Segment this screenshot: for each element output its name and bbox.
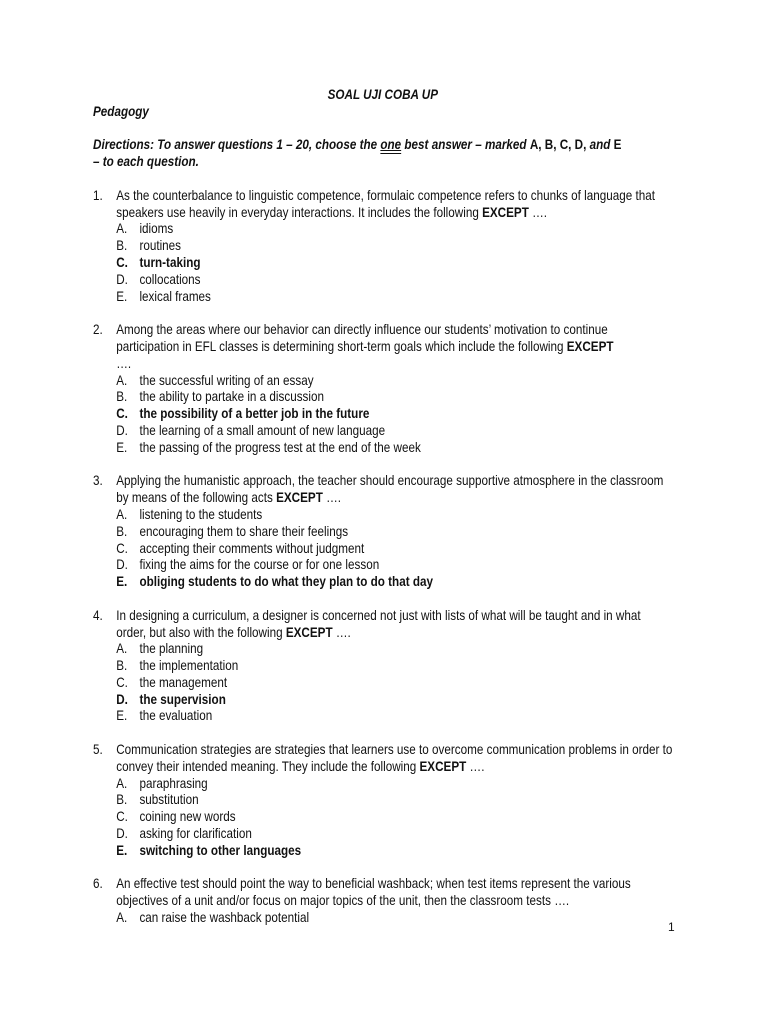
option-text: idioms (139, 221, 174, 237)
option-letter: C. (116, 254, 128, 270)
answer-option (116, 406, 369, 423)
option-text: asking for clarification (139, 826, 252, 842)
answer-option (116, 641, 203, 658)
question-body: Applying the humanistic approach, the teacher should encourage supportive atmosphere in the classroom by means of the following acts (116, 473, 664, 506)
option-text: paraphrasing (139, 775, 208, 791)
option-letter: E. (116, 574, 128, 590)
option-letter: C. (116, 674, 128, 690)
answer-option (116, 255, 200, 272)
question-number: 1. (93, 187, 103, 203)
question-tail: …. (116, 355, 132, 371)
question-stem (93, 876, 673, 910)
directions-letters: A, B, C, D, (529, 137, 587, 153)
question-text (116, 473, 672, 507)
answer-option (116, 910, 309, 927)
question-text (116, 608, 672, 642)
option-letter: B. (116, 792, 128, 808)
option-text: the planning (139, 641, 204, 657)
answer-option (116, 826, 252, 843)
option-letter: A. (116, 372, 128, 388)
question-body: Communication strategies are strategies that learners use to overcome communication problems in order to convey their intended meaning. They include the following (116, 742, 673, 774)
answer-option (116, 792, 198, 809)
option-letter: E. (116, 708, 128, 724)
question-stem (93, 473, 673, 507)
option-text: obliging students to do what they plan to do that day (139, 574, 433, 590)
question-tail: …. (332, 624, 351, 640)
option-letter: D. (116, 826, 128, 842)
directions-text: Directions: To answer questions 1 – 20, choose the (93, 137, 381, 153)
option-text: accepting their comments without judgment (139, 540, 365, 556)
question-keyword: EXCEPT (419, 758, 467, 774)
option-letter: A. (116, 506, 128, 522)
option-text: encouraging them to share their feelings (139, 523, 349, 539)
section-heading: Pedagogy (93, 103, 149, 119)
answer-option (116, 221, 173, 238)
answer-option (116, 289, 211, 306)
document-title: SOAL UJI COBA UP (327, 87, 439, 102)
question-item (93, 876, 673, 926)
question-item (93, 473, 673, 607)
option-letter: C. (116, 809, 128, 825)
option-text: fixing the aims for the course or for one lesson (139, 557, 380, 573)
option-letter: C. (116, 406, 128, 422)
question-text (116, 742, 672, 776)
question-text (116, 876, 672, 910)
option-text: turn-taking (139, 254, 201, 270)
answer-option (116, 557, 379, 574)
question-tail: …. (322, 490, 342, 506)
answer-option (116, 524, 348, 541)
option-text: the ability to partake in a discussion (139, 389, 325, 405)
question-stem (93, 742, 673, 776)
option-text: lexical frames (139, 288, 211, 304)
question-keyword: EXCEPT (276, 490, 323, 506)
question-stem (93, 322, 673, 372)
option-letter: A. (116, 221, 128, 237)
option-letter: C. (116, 540, 128, 556)
answer-option (116, 541, 364, 558)
question-body: An effective test should point the way to beneficial washback; when test items represent the various objectives of a unit and/or focus on major topics of the unit, then the classroom tests …. (116, 876, 631, 909)
option-letter: A. (116, 775, 128, 791)
option-text: substitution (139, 792, 199, 808)
option-letter: D. (116, 691, 128, 707)
option-letter: D. (116, 422, 128, 438)
question-number: 4. (93, 607, 103, 623)
option-text: the supervision (139, 691, 226, 707)
option-text: the implementation (139, 658, 239, 674)
option-text: the possibility of a better job in the future (139, 406, 370, 422)
question-keyword: EXCEPT (566, 338, 614, 354)
directions-emphasis: one (380, 137, 402, 153)
answer-option (116, 675, 227, 692)
page-number: 1 (668, 920, 675, 934)
option-letter: B. (116, 389, 128, 405)
option-text: the learning of a small amount of new language (139, 422, 386, 438)
option-text: can raise the washback potential (139, 910, 310, 926)
option-letter: B. (116, 238, 128, 254)
answer-option (116, 658, 238, 675)
answer-option (116, 843, 301, 860)
question-number: 3. (93, 473, 103, 489)
option-text: the passing of the progress test at the end of the week (139, 439, 421, 455)
option-letter: E. (116, 842, 128, 858)
answer-option (116, 440, 421, 457)
directions-letters: E (613, 137, 622, 153)
option-letter: B. (116, 523, 128, 539)
question-tail: …. (528, 204, 548, 220)
answer-option (116, 423, 385, 440)
option-text: listening to the students (139, 506, 263, 522)
question-keyword: EXCEPT (285, 624, 333, 640)
option-text: the evaluation (139, 708, 213, 724)
question-number: 6. (93, 876, 103, 892)
question-item (93, 742, 673, 876)
question-text (116, 188, 672, 222)
question-item (93, 188, 673, 322)
answer-option (116, 507, 262, 524)
directions (93, 137, 673, 154)
question-body: In designing a curriculum, a designer is concerned not just with lists of what will be taught and in what order, but also with the following (116, 607, 641, 640)
question-text (116, 322, 672, 372)
question-body: Among the areas where our behavior can directly influence our students’ motivation to continue participation in EFL classes is determining short-term goals which include the following (116, 322, 608, 354)
answer-option (116, 373, 313, 390)
question-number: 2. (93, 322, 103, 338)
question-keyword: EXCEPT (482, 204, 529, 220)
option-letter: B. (116, 658, 128, 674)
directions-line2: – to each question. (93, 154, 199, 170)
option-letter: A. (116, 641, 128, 657)
option-letter: A. (116, 910, 128, 926)
question-item (93, 608, 673, 742)
answer-option (116, 809, 235, 826)
option-letter: D. (116, 557, 128, 573)
option-letter: D. (116, 271, 128, 287)
answer-option (116, 238, 181, 255)
option-text: routines (139, 238, 182, 254)
question-body: As the counterbalance to linguistic competence, formulaic competence refers to chunks of language that speakers use heavily in everyday interactions. It includes the following (116, 187, 655, 220)
option-text: switching to other languages (139, 842, 302, 858)
option-letter: E. (116, 288, 128, 304)
answer-option (116, 389, 324, 406)
answer-option (116, 776, 207, 793)
directions-text: and (586, 137, 614, 153)
question-stem (93, 608, 673, 642)
answer-option (116, 708, 212, 725)
question-tail: …. (466, 758, 485, 774)
question-item (93, 322, 673, 473)
question-list (93, 188, 673, 927)
option-text: the successful writing of an essay (139, 372, 314, 388)
option-text: the management (139, 674, 228, 690)
answer-option (116, 574, 433, 591)
document-page (93, 87, 673, 927)
question-stem (93, 188, 673, 222)
directions-text: best answer – marked (401, 137, 530, 153)
option-letter: E. (116, 439, 128, 455)
answer-option (116, 272, 200, 289)
option-text: collocations (139, 271, 201, 287)
question-number: 5. (93, 742, 103, 758)
option-text: coining new words (139, 809, 236, 825)
answer-option (116, 692, 226, 709)
